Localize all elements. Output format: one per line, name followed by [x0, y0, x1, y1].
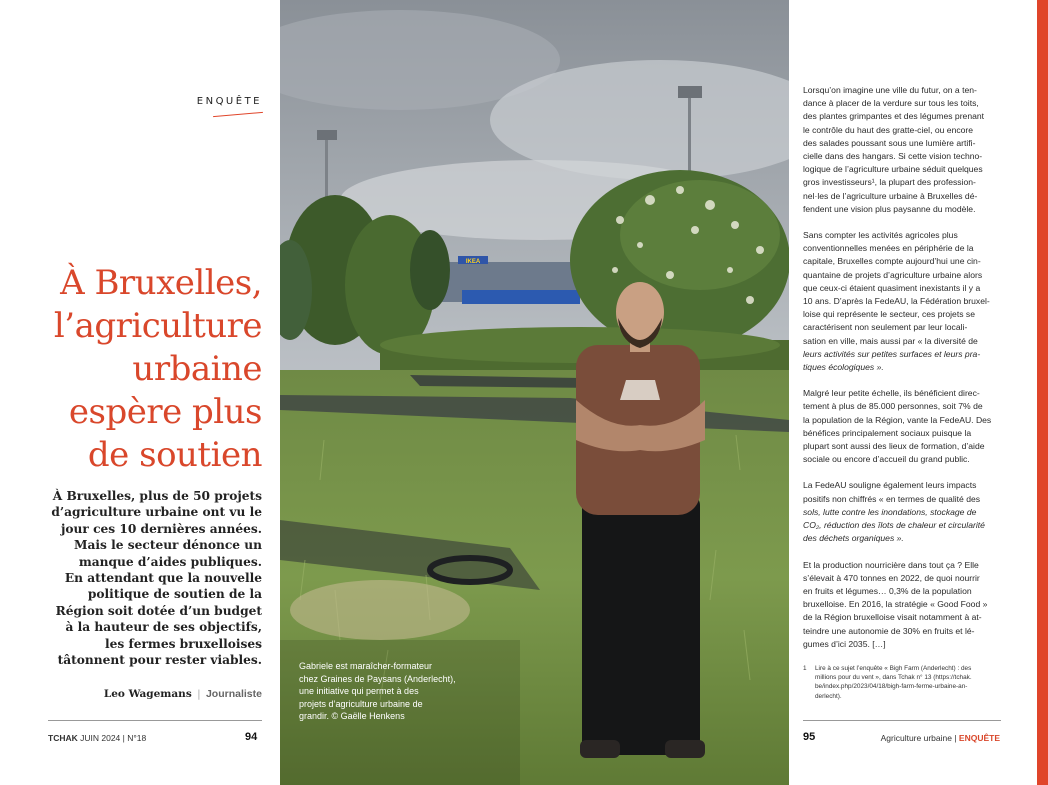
left-page: [0, 0, 280, 785]
store-sign: IKEA: [465, 259, 481, 265]
headline: [12, 262, 262, 477]
text-line: teindre une autonomie de 30% en fruits et lé-: [803, 625, 975, 636]
lede-line: tâtonnent pour rester viables.: [57, 653, 262, 668]
paragraph: [803, 84, 1001, 216]
text-line: Sans compter les activités agricoles plus: [803, 230, 958, 241]
text-line: capitale, Bruxelles compte aujourd’hui une cin-: [803, 256, 981, 267]
lede: [32, 488, 262, 668]
footnote-line: be/index.php/2023/04/18/bigh-farm-ferme-urbaine-an-: [815, 683, 968, 691]
lede-line: d’agriculture urbaine ont vu le: [51, 505, 262, 520]
lede-line: À Bruxelles, plus de 50 projets: [52, 489, 262, 503]
headline-line: de soutien: [87, 435, 262, 475]
paragraph: [803, 387, 1001, 466]
headline-line: l’agriculture: [53, 306, 262, 346]
text-line: Lorsqu’on imagine une ville du futur, on a ten-: [803, 85, 977, 95]
text-line: plupart sont aussi des lieux de formation, d’aide: [803, 441, 985, 452]
text-line: loise qui représente le secteur, ces projets se: [803, 309, 975, 320]
text-line: quantaine de projets d’agriculture urbaine alors: [803, 269, 983, 280]
magazine-name: TCHAK: [48, 733, 78, 743]
page-number-left: 94: [245, 731, 258, 743]
headline-line: espère plus: [68, 392, 262, 432]
caption-line: Gabriele est maraîcher-formateur: [299, 661, 433, 671]
text-line: cielle dans des hangars. Si cette vision techno-: [803, 151, 983, 162]
text-line: des déchets organiques ».: [803, 533, 904, 544]
text-line: des plantes grimpantes et des légumes prenant: [803, 111, 985, 122]
text-line: la population de la Région, vante la FedeAU. Des: [803, 414, 992, 425]
byline-role: Journaliste: [205, 688, 262, 700]
text-line: Malgré leur petite échelle, ils bénéficient direc-: [803, 388, 980, 399]
caption-line: chez Graines de Paysans (Anderlecht),: [299, 673, 456, 684]
edge-color-bar: [1037, 0, 1048, 785]
lede-line: En attendant que la nouvelle: [64, 571, 262, 586]
person-figure: [576, 282, 705, 758]
text-line: La FedeAU souligne également leurs impacts: [803, 480, 977, 491]
text-line: positifs non chiffrés « en termes de qualité des: [803, 493, 981, 504]
article-body: [803, 84, 1001, 664]
paragraph: [803, 559, 1001, 651]
text-line: sols, lutte contre les inondations, stockage de: [803, 506, 977, 517]
caption-line: une initiative qui permet à des: [299, 686, 419, 696]
footnote-line: millions pour du vent », dans Tchak n° 13 (https://tchak.: [815, 674, 972, 682]
byline-separator: |: [197, 688, 201, 700]
text-line: CO₂, réduction des îlots de chaleur et circularité: [803, 520, 985, 531]
paragraph: [803, 229, 1001, 374]
text-line: de la Région bruxelloise visait notamment à at-: [803, 612, 982, 623]
photo-caption: [299, 660, 479, 723]
issue-info: JUIN 2024 | N°18: [77, 733, 147, 743]
text-line: 10 ans. D’après la FedeAU, la Fédération bruxel-: [803, 296, 990, 307]
footer-right: [881, 733, 1000, 743]
text-line: conventionnelles menées en périphérie de la: [803, 243, 974, 254]
footnote-number: 1: [803, 665, 807, 672]
lede-line: à la hauteur de ses objectifs,: [65, 620, 262, 635]
page-number-right: 95: [803, 731, 816, 743]
byline: [104, 688, 262, 700]
section-label: ENQUÊTE: [196, 96, 262, 107]
lede-line: manque d’aides publiques.: [78, 554, 262, 569]
text-line: gros investisseurs¹, la plupart des profession-: [803, 177, 976, 188]
section-underline: [213, 112, 263, 117]
footer-section: Agriculture urbaine |: [880, 733, 957, 743]
byline-author: Leo Wagemans: [103, 688, 192, 700]
footnote-line: derlecht).: [815, 692, 842, 700]
text-line: que ceux-ci étaient quasiment inexistants il y a: [803, 282, 981, 293]
text-line: bénéfices principalement sociaux puisque la: [803, 427, 972, 438]
lede-line: Mais le secteur dénonce un: [74, 538, 262, 553]
text-line: Et la production nourricière dans tout ça ? Elle: [803, 559, 979, 570]
caption-line: grandir. © Gaëlle Henkens: [299, 711, 405, 721]
lede-line: les fermes bruxelloises: [105, 636, 262, 651]
text-line: tiques écologiques ».: [803, 362, 884, 373]
paragraph: [803, 479, 1001, 545]
text-line: logique de l’agriculture urbaine séduit quelques: [803, 164, 983, 175]
lede-line: jour ces 10 dernières années.: [61, 521, 262, 536]
footer-tag: ENQUÊTE: [958, 733, 1000, 743]
lede-line: Région soit dotée d’un budget: [55, 603, 262, 618]
text-line: caractérisent non seulement par leur locali-: [803, 322, 968, 333]
footer-rule-right: [803, 720, 1001, 721]
lede-line: politique de soutien de la: [87, 587, 262, 602]
text-line: gumes d’ici 2035. […]: [803, 638, 886, 649]
footnote-line: Lire à ce sujet l’enquête « Bigh Farm (Anderlecht) : des: [815, 665, 972, 672]
text-line: sation en ville, mais aussi par « la diversité de: [803, 335, 978, 346]
footer-rule-left: [48, 720, 262, 721]
headline-line: urbaine: [132, 349, 262, 389]
text-line: s’élevait à 470 tonnes en 2022, de quoi nourrir: [803, 572, 980, 583]
footer-left: [48, 733, 146, 743]
footnote: [803, 664, 1003, 701]
text-line: tement à plus de 85.000 personnes, soit 7% de: [803, 401, 983, 412]
text-line: sociale ou encore d’accueil du grand public.: [803, 454, 970, 465]
caption-line: projets d’agriculture urbaine de: [299, 698, 423, 709]
text-line: dance à placer de la verdure sur tous les toits,: [803, 98, 979, 109]
text-line: le contrôle du haut des gratte-ciel, ou encore: [803, 124, 974, 135]
text-line: en fruits et légumes… 0,3% de la population: [803, 585, 972, 596]
text-line: bruxelloise. En 2016, la stratégie « Good Food »: [803, 599, 988, 610]
headline-line: À Bruxelles,: [60, 263, 262, 303]
text-line: nel·les de l’agriculture urbaine à Bruxelles dé-: [803, 190, 978, 201]
text-line: leurs activités sur petites surfaces et leurs pra-: [803, 348, 981, 359]
text-line: fendent une vision plus paysanne du modèle.: [803, 203, 976, 214]
text-line: des salades poussant sous une lumière artifi-: [803, 137, 976, 148]
